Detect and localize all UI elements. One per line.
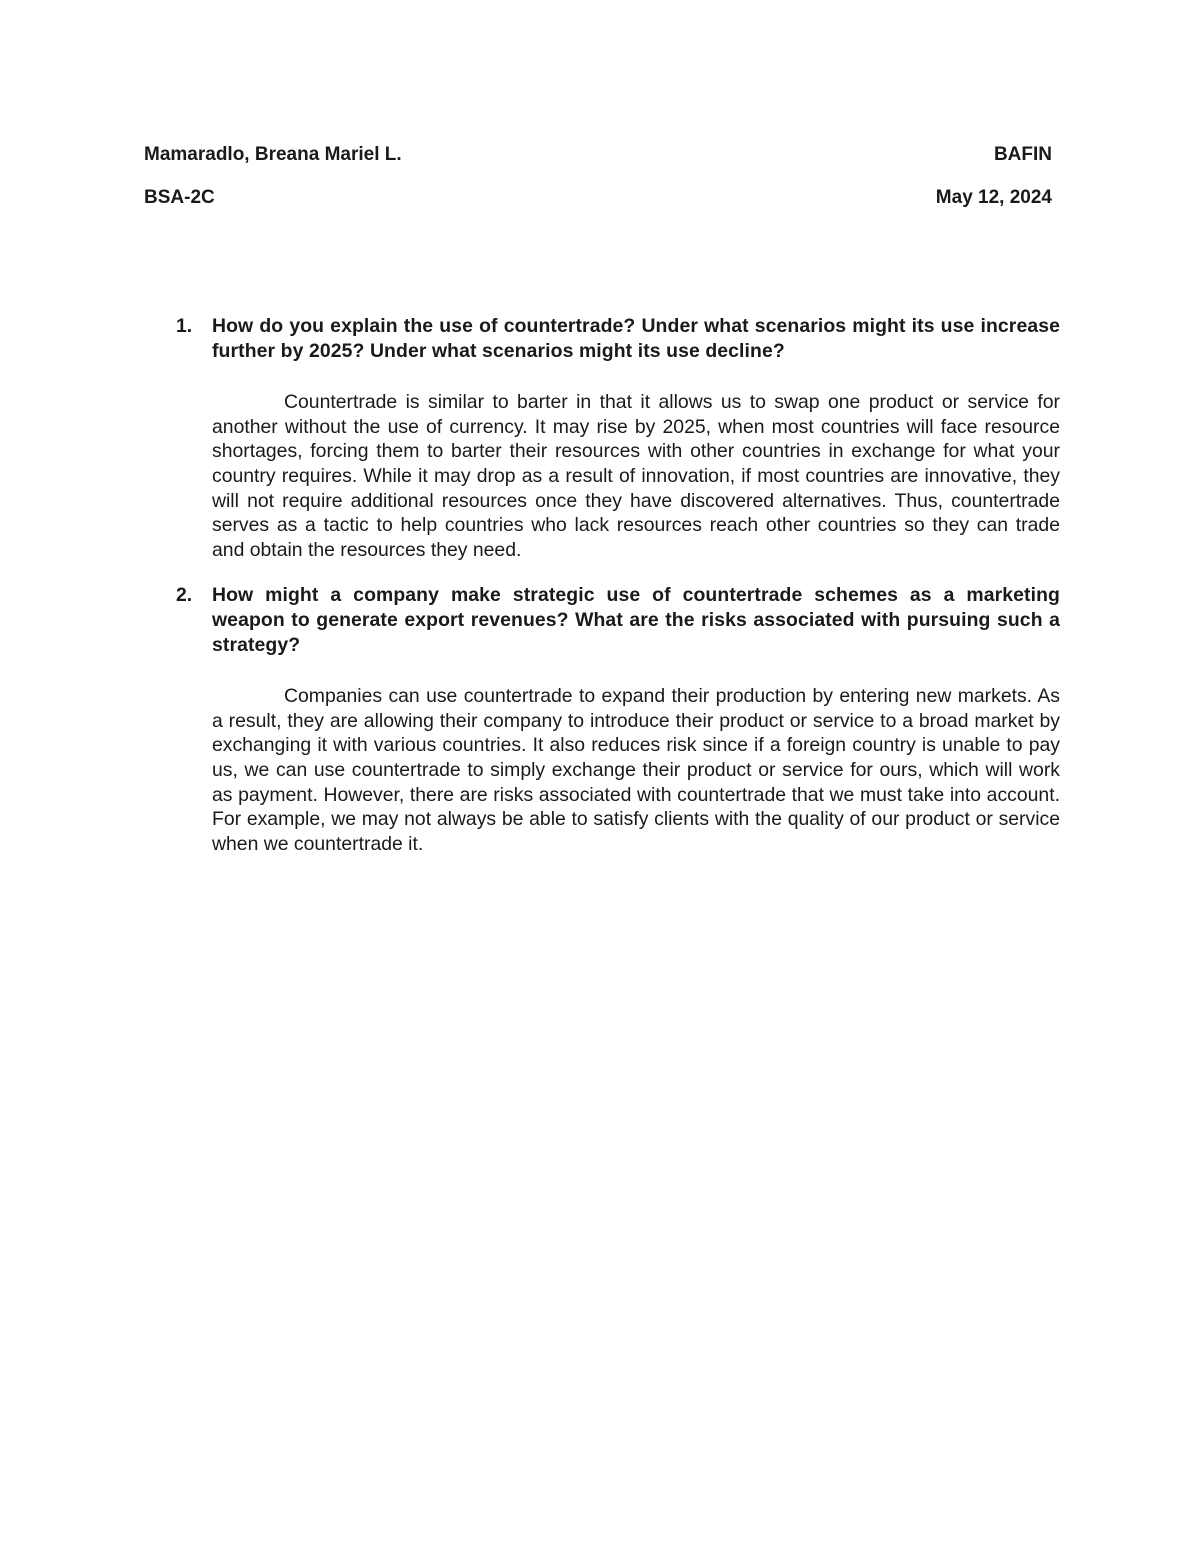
question-item-1 (176, 314, 1060, 562)
header-row-section-date (144, 186, 1052, 210)
question-text: How might a company make strategic use of countertrade schemes as a marketing weapon to generate export revenues? What are the risks associated with pursuing such a strategy? (212, 584, 1060, 656)
section-code: BSA-2C (144, 187, 215, 208)
question-number: 2. (176, 584, 193, 607)
question-body (212, 314, 1060, 562)
header-row-name-subject (144, 143, 1052, 167)
question-body (212, 583, 1060, 856)
submission-date: May 12, 2024 (935, 187, 1052, 208)
question-item-2 (176, 583, 1060, 856)
subject-code: BAFIN (993, 144, 1052, 165)
answer-text: Companies can use countertrade to expand their production by entering new markets. As a result, they are allowing their company to introduce their product or service to a broad market by exchanging it with various countries. It also reduces risk since if a foreign country is unable to pay us, we can use countertrade to simply exchange their product or service for ours, which will work as payment. However, there are risks associated with countertrade that we must take into account. For example, we may not always be able to satisfy clients with the quality of our product or service when we countertrade it. (212, 685, 1060, 855)
question-number: 1. (176, 315, 193, 337)
answer-text: Countertrade is similar to barter in that it allows us to swap one product or service for another without the use of currency. It may rise by 2025, when most countries will face resource shortages, forcing them to barter their resources with other countries in exchange for what your country requires. While it may drop as a result of innovation, if most countries are innovative, they will not require additional resources once they have discovered alternatives. Thus, countertrade serves as a tactic to help countries who lack resources reach other countries so they can trade and obtain the resources they need. (212, 391, 1060, 561)
question-text: How do you explain the use of countertrade? Under what scenarios might its use increase further by 2025? Under what scenarios might its use decline? (212, 315, 1060, 362)
student-name: Mamaradlo, Breana Mariel L. (144, 144, 402, 165)
question-list (176, 314, 1060, 877)
